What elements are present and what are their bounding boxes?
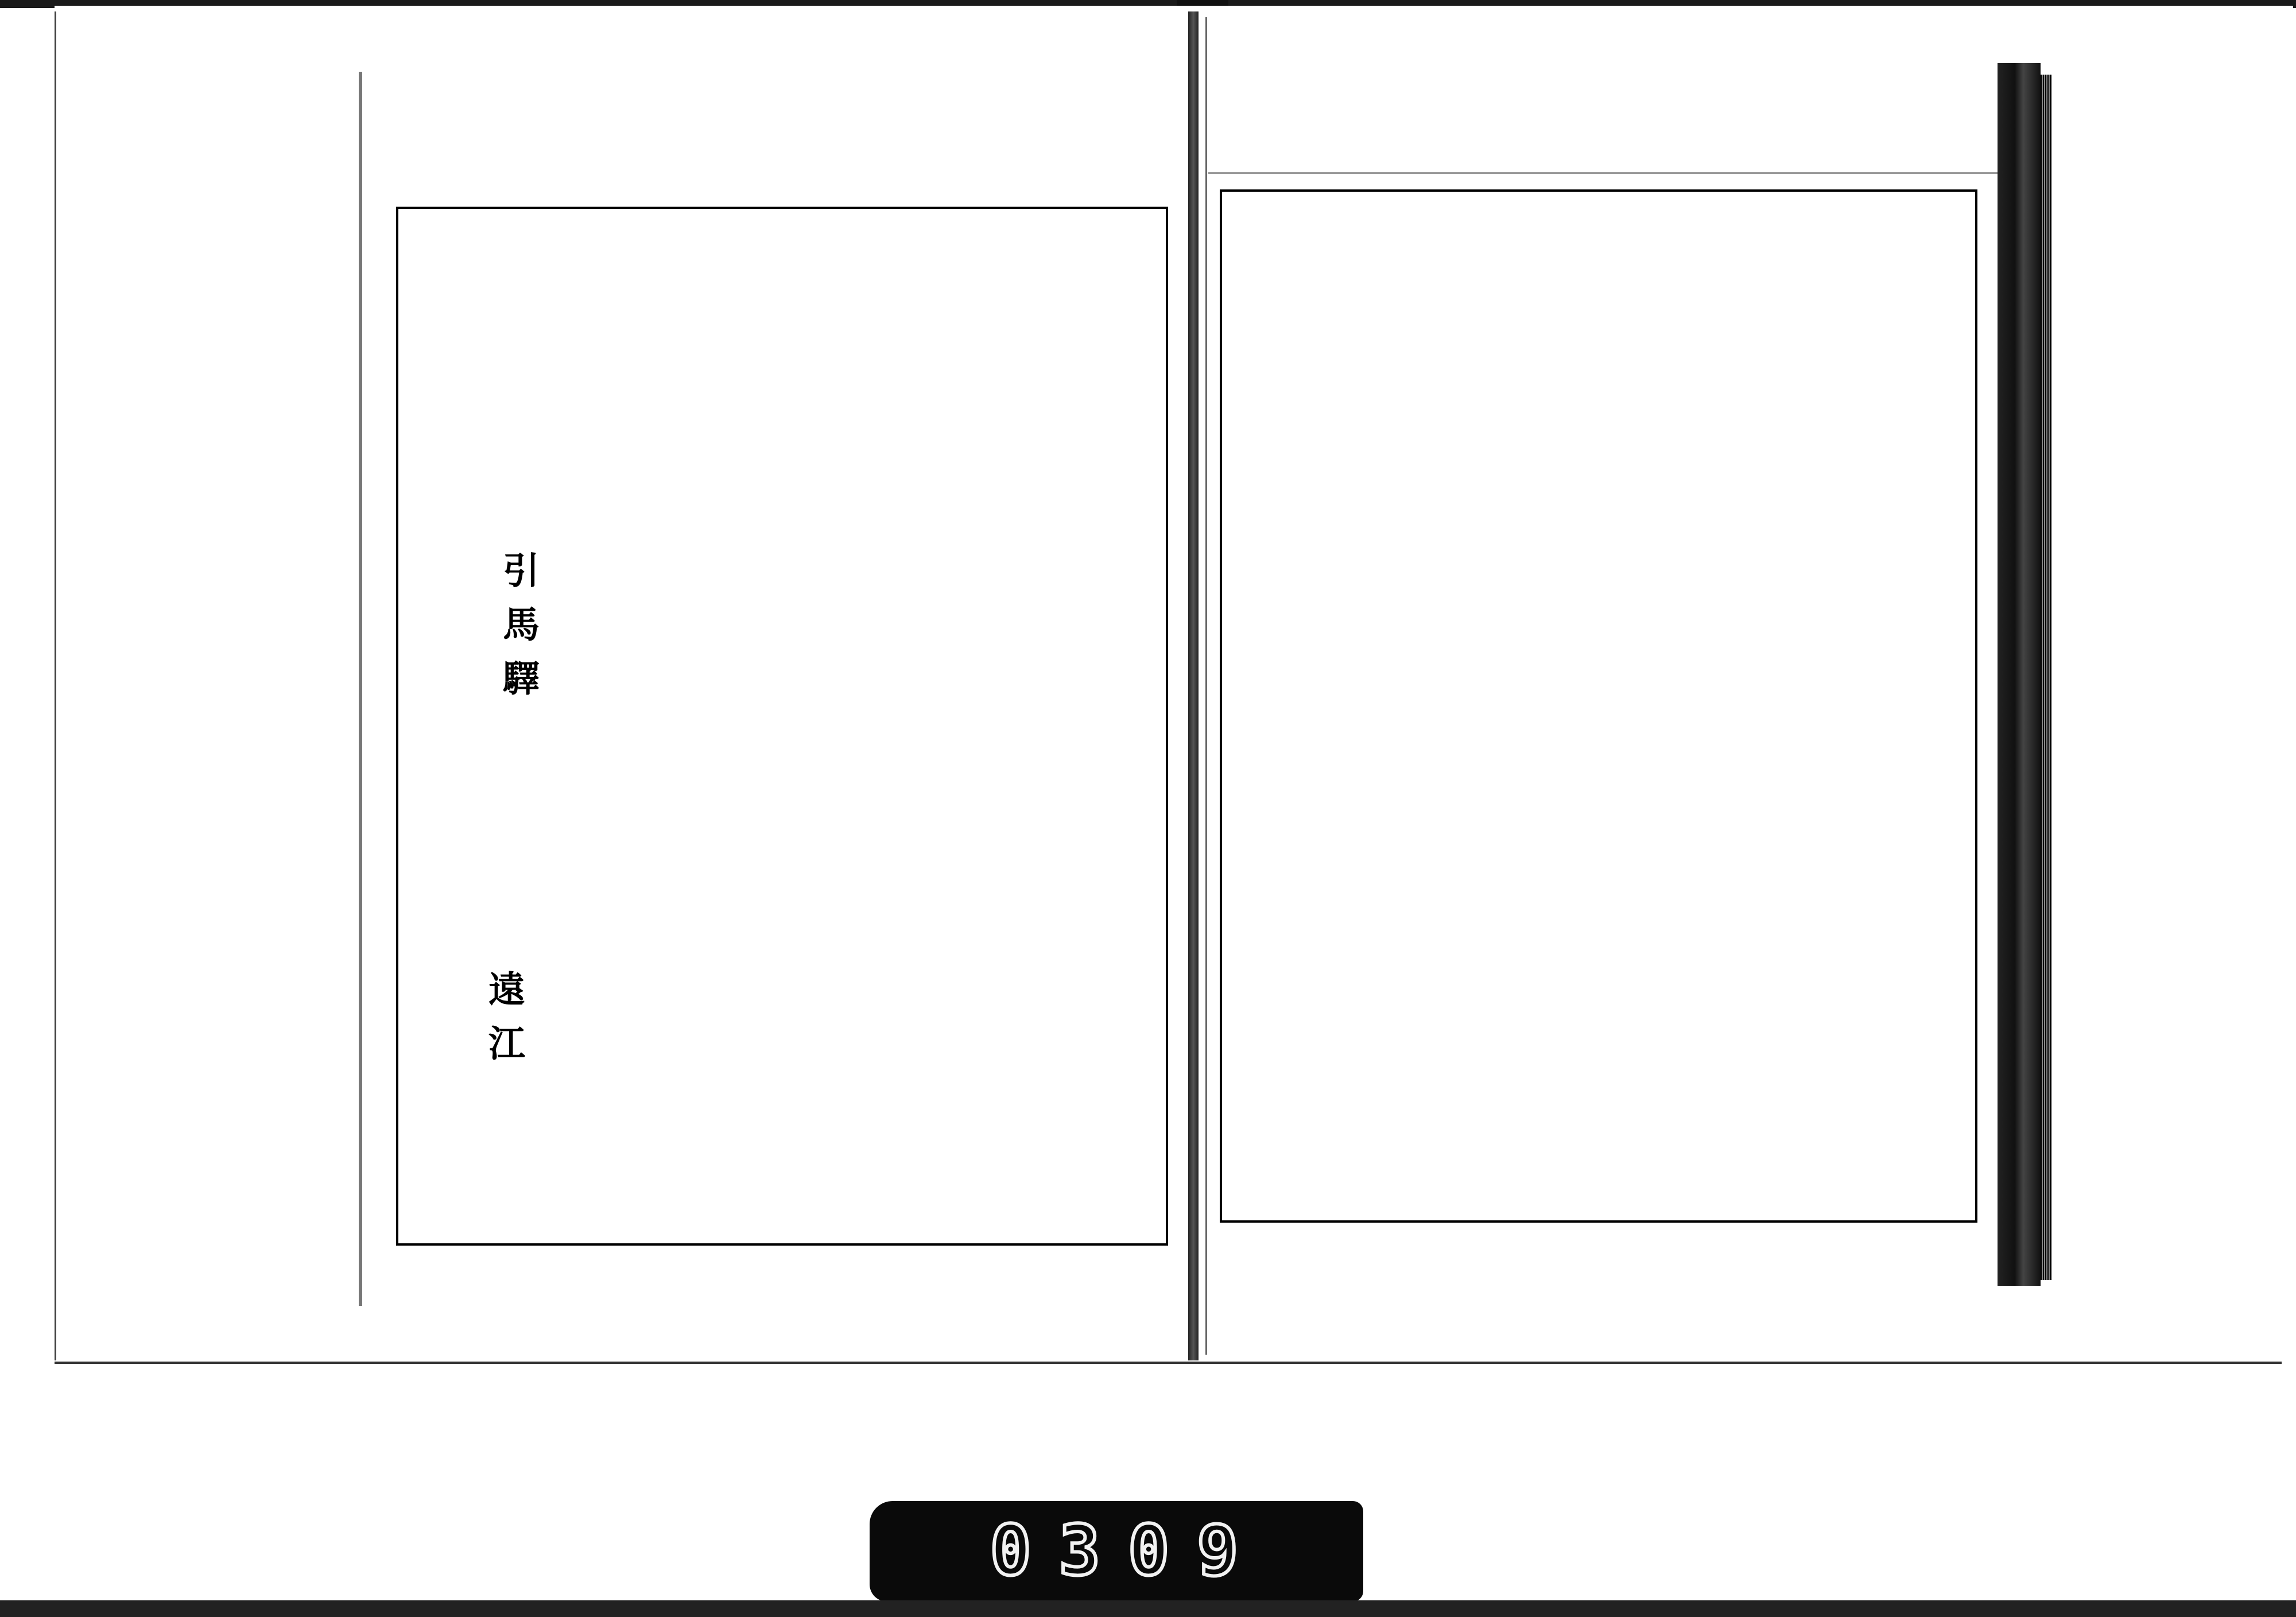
book-gutter bbox=[1188, 11, 1199, 1360]
left-page-text-frame bbox=[396, 207, 1168, 1246]
frame-counter-plate bbox=[870, 1501, 1363, 1602]
book-left-edge bbox=[55, 11, 56, 1360]
place-name-label: 遠江 bbox=[482, 970, 525, 1078]
right-page-top-edge bbox=[1208, 172, 2000, 174]
frame-counter: 0309 bbox=[990, 1511, 1266, 1591]
left-page-edge bbox=[359, 72, 362, 1306]
scan-border-bottom bbox=[0, 1600, 2296, 1617]
right-page-text-frame bbox=[1220, 189, 1977, 1223]
book-bottom-edge bbox=[55, 1362, 2282, 1364]
post-station-label: 引馬驛 bbox=[497, 551, 540, 713]
book-gutter-line bbox=[1205, 17, 1207, 1355]
page-stack-edge-lines bbox=[2041, 75, 2052, 1280]
page-stack-edge bbox=[1998, 63, 2041, 1286]
